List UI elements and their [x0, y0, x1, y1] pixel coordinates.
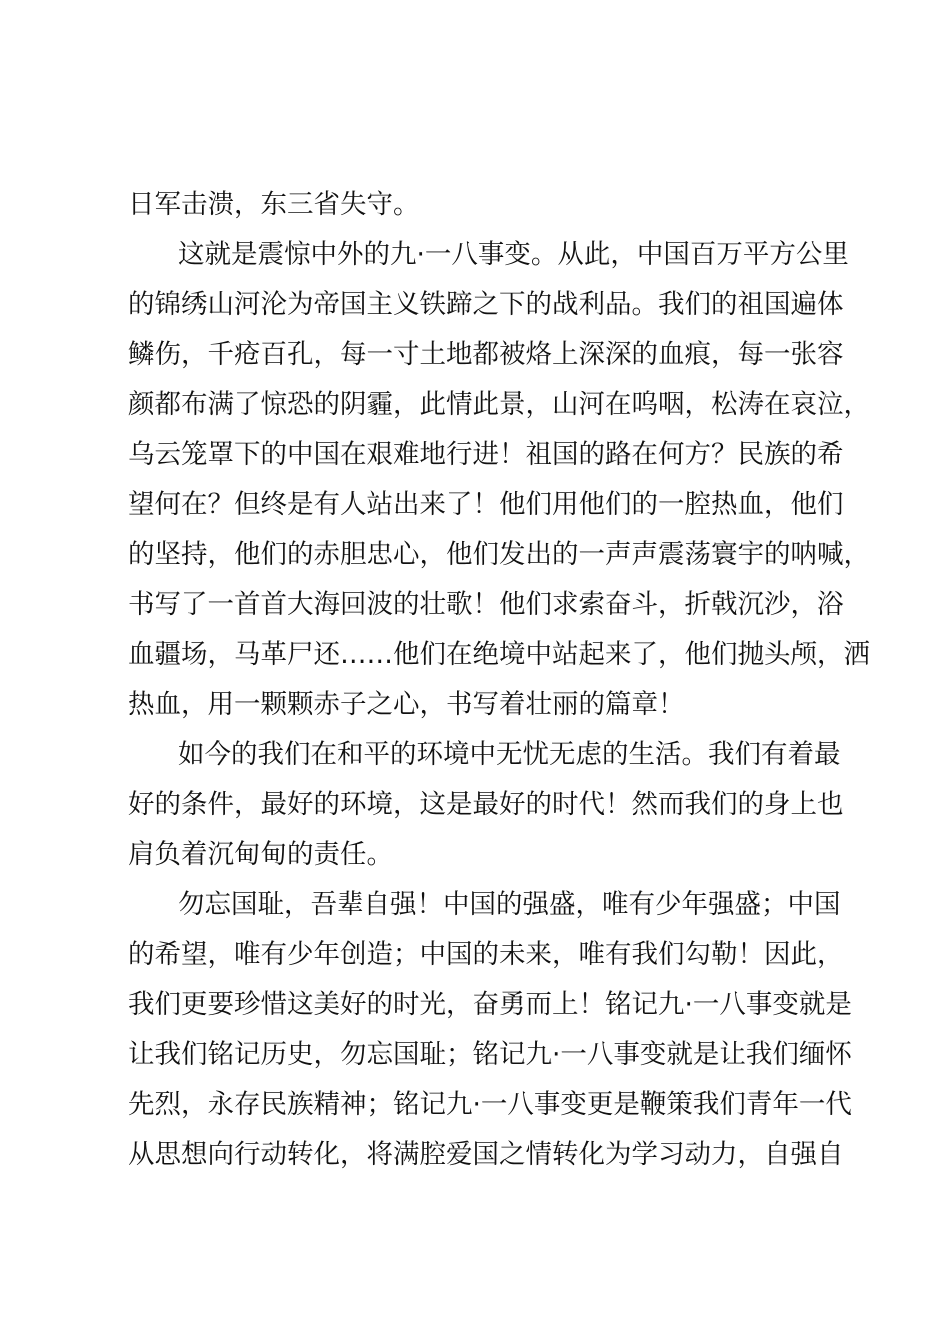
text-line: 颜都布满了惊恐的阴霾，此情此景，山河在呜咽，松涛在哀泣， — [128, 389, 870, 420]
text-line: 血疆场，马革尸还……他们在绝境中站起来了，他们抛头颅，洒 — [128, 639, 870, 670]
text-line: 先烈，永存民族精神；铭记九·一八事变更是鞭策我们青年一代 — [128, 1089, 852, 1120]
text-line: 的锦绣山河沦为帝国主义铁蹄之下的战利品。我们的祖国遍体 — [128, 289, 844, 320]
text-line: 让我们铭记历史，勿忘国耻；铭记九·一八事变就是让我们缅怀 — [128, 1039, 852, 1070]
text-line: 望何在？但终是有人站出来了！他们用他们的一腔热血，他们 — [128, 489, 844, 520]
text-line: 鳞伤，千疮百孔，每一寸土地都被烙上深深的血痕，每一张容 — [128, 339, 844, 370]
paragraph-first-line: 这就是震惊中外的九·一八事变。从此，中国百万平方公里 — [178, 239, 849, 270]
text-line: 的坚持，他们的赤胆忠心，他们发出的一声声震荡寰宇的呐喊， — [128, 539, 870, 570]
text-line: 从思想向行动转化，将满腔爱国之情转化为学习动力，自强自 — [128, 1139, 844, 1170]
text-line: 我们更要珍惜这美好的时光，奋勇而上！铭记九·一八事变就是 — [128, 989, 852, 1020]
text-line: 好的条件，最好的环境，这是最好的时代！然而我们的身上也 — [128, 789, 844, 820]
text-line: 的希望，唯有少年创造；中国的未来，唯有我们勾勒！因此， — [128, 939, 844, 970]
text-line: 肩负着沉甸甸的责任。 — [128, 839, 393, 870]
text-line: 乌云笼罩下的中国在艰难地行进！祖国的路在何方？民族的希 — [128, 439, 844, 470]
text-line: 热血，用一颗颗赤子之心，书写着壮丽的篇章！ — [128, 689, 685, 720]
text-line: 日军击溃，东三省失守。 — [128, 189, 420, 220]
paragraph-first-line: 勿忘国耻，吾辈自强！中国的强盛，唯有少年强盛；中国 — [178, 889, 841, 920]
text-line: 书写了一首首大海回波的壮歌！他们求索奋斗，折戟沉沙，浴 — [128, 589, 844, 620]
paragraph-first-line: 如今的我们在和平的环境中无忧无虑的生活。我们有着最 — [178, 739, 841, 770]
